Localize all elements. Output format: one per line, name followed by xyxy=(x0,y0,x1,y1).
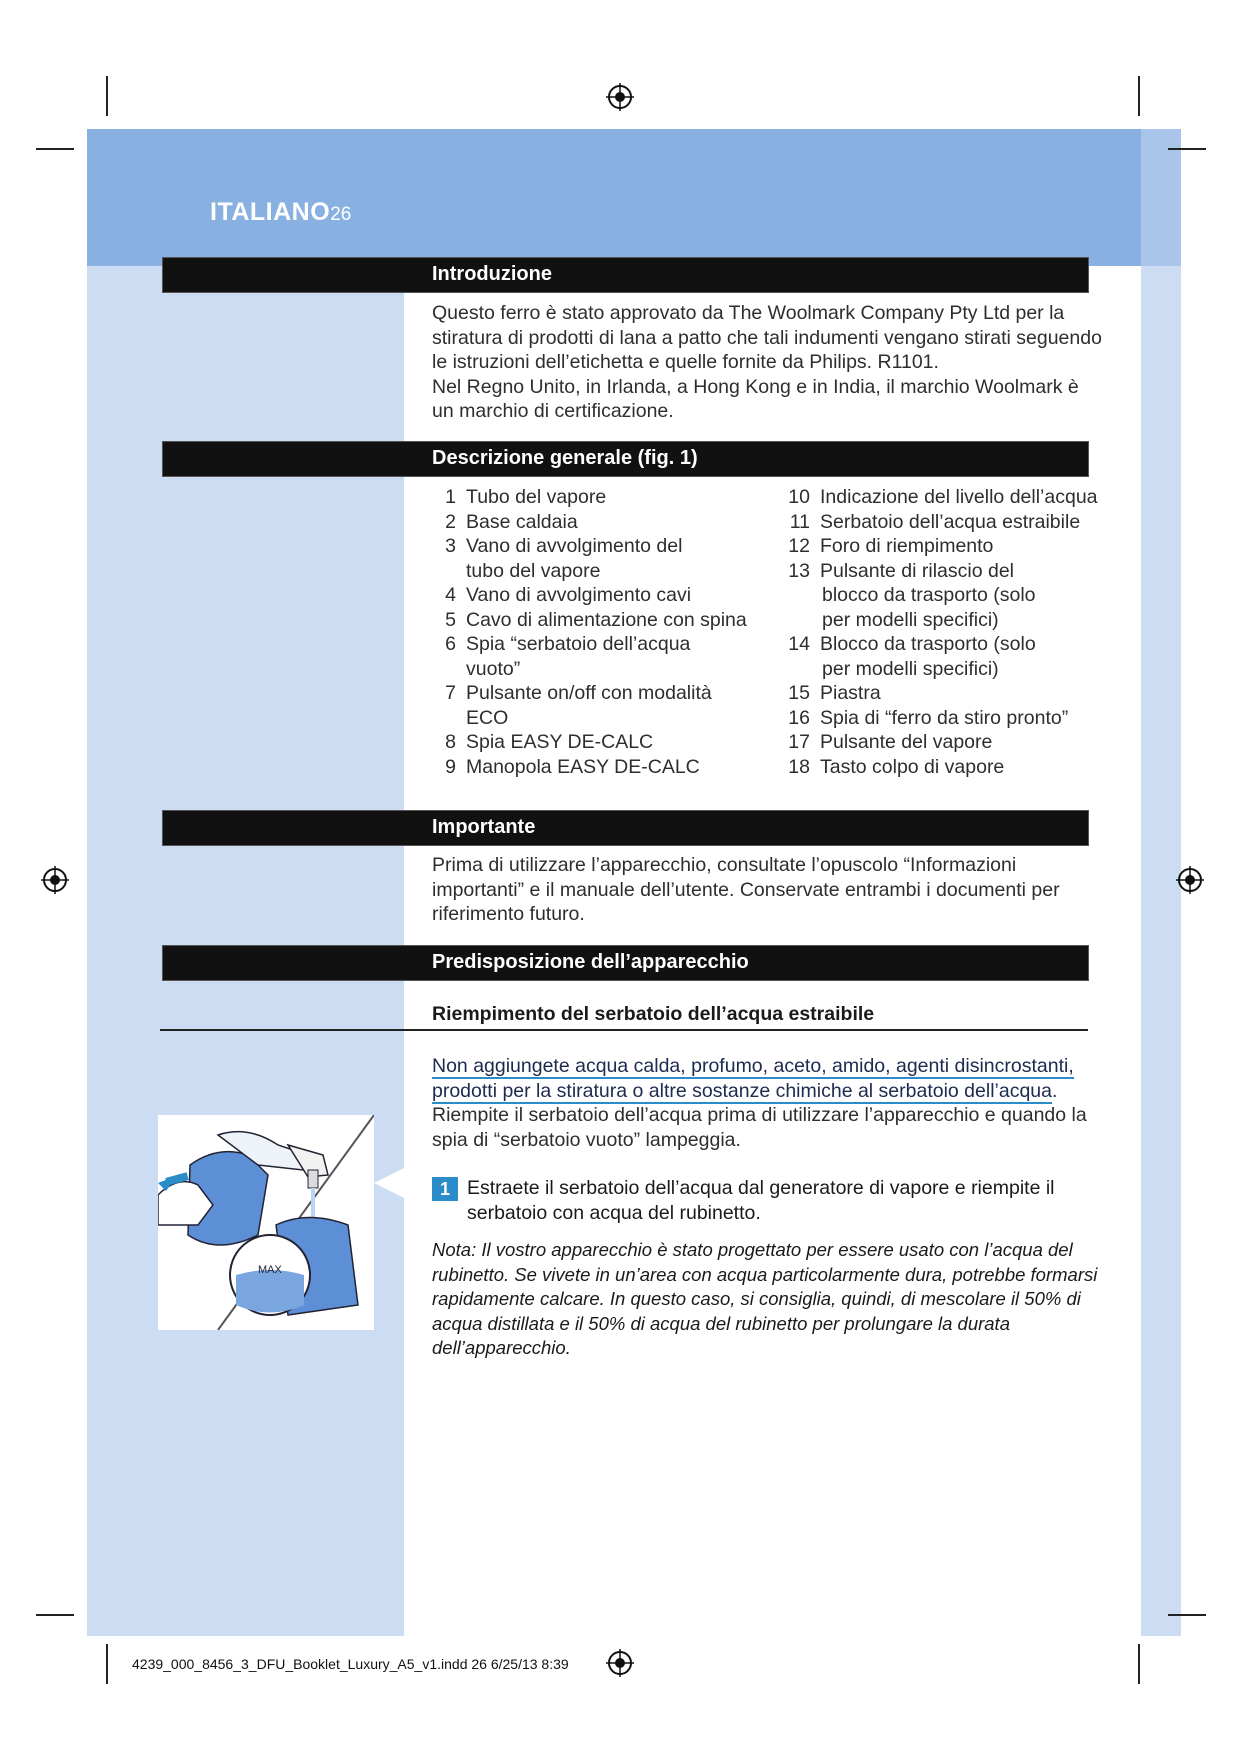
part-label: Manopola EASY DE-CALC xyxy=(466,755,700,778)
part-number: 11 xyxy=(789,510,810,533)
part-number: 10 xyxy=(788,486,810,508)
part-list-item xyxy=(432,485,762,510)
part-label: Pulsante del vapore xyxy=(820,731,993,753)
part-list-item xyxy=(778,559,1108,584)
crop-mark xyxy=(1138,1644,1140,1684)
part-number: 16 xyxy=(788,706,810,729)
part-number: 3 xyxy=(445,535,456,557)
important-heading-bar xyxy=(162,810,1089,846)
setup-subheading: Riempimento del serbatoio dell’acqua estraibile xyxy=(432,1003,875,1025)
part-list-item xyxy=(432,681,762,706)
note-text: Nota: Il vostro apparecchio è stato progettato per essere usato con l’acqua del rubinetto. Se vivete in un’area con acqua particolarmente dura, potrebbe formarsi rapidamente calcare. In questo caso, si consiglia, quindi, di mescolare il 50% di acqua distillata e il 50% di acqua del rubinetto per prolungare la durata dell’apparecchio. xyxy=(432,1239,1098,1358)
part-label: Piastra xyxy=(820,682,881,704)
part-number: 5 xyxy=(445,608,456,631)
overview-heading-bar xyxy=(162,441,1089,477)
part-number: 2 xyxy=(445,510,456,533)
registration-mark-icon xyxy=(1175,865,1205,895)
part-list-item xyxy=(778,657,1108,682)
warning-line-1: Non aggiungete acqua calda, profumo, aceto, amido, agenti disincrostanti, xyxy=(432,1055,1074,1077)
part-list-item xyxy=(778,632,1108,657)
part-list-item xyxy=(778,681,1108,706)
part-label: Tubo del vapore xyxy=(466,486,607,508)
part-number: 14 xyxy=(788,633,810,655)
part-number: 8 xyxy=(445,731,456,753)
registration-mark-icon xyxy=(605,82,635,112)
tank-filling-illustration xyxy=(158,1115,374,1330)
part-list-item xyxy=(778,510,1108,535)
part-list-item xyxy=(432,706,762,731)
print-slug: 4239_000_8456_3_DFU_Booklet_Luxury_A5_v1.indd 26 6/25/13 8:39 xyxy=(132,1656,569,1672)
overview-heading: Descrizione generale (fig. 1) xyxy=(432,447,698,469)
part-label: Serbatoio dell’acqua estraibile xyxy=(820,510,1081,533)
part-number: 15 xyxy=(788,682,810,704)
part-label: Cavo di alimentazione con spina xyxy=(466,608,747,631)
setup-heading-bar xyxy=(162,945,1089,981)
part-label: Spia EASY DE-CALC xyxy=(466,731,654,753)
intro-heading-bar xyxy=(162,257,1089,293)
warning-text xyxy=(432,1054,1102,1103)
part-number: 1 xyxy=(445,486,456,508)
part-label: Vano di avvolgimento cavi xyxy=(466,584,692,606)
part-label: Vano di avvolgimento del xyxy=(466,535,683,557)
intro-text xyxy=(432,301,1102,424)
part-label: Spia “serbatoio dell’acqua xyxy=(466,633,691,655)
part-label: Spia di “ferro da stiro pronto” xyxy=(820,706,1069,729)
part-list-item xyxy=(432,632,762,657)
part-list-item xyxy=(432,755,762,780)
registration-mark-icon xyxy=(605,1648,635,1678)
intro-paragraph: Questo ferro è stato approvato da The Woolmark Company Pty Ltd per la stiratura di prodotti di lana a patto che tali indumenti vengano stirati seguendo le istruzioni dell’etichetta e quelle fornite da Philips. R1101. xyxy=(432,302,1102,373)
part-list-item xyxy=(432,534,762,559)
crop-mark xyxy=(1138,76,1140,116)
right-margin-strip xyxy=(1141,266,1181,1636)
crop-mark xyxy=(1168,148,1206,150)
part-list-item xyxy=(778,755,1108,780)
part-list-item xyxy=(432,510,762,535)
part-number: 12 xyxy=(788,535,810,557)
part-list-item xyxy=(778,608,1108,633)
part-number: 4 xyxy=(445,584,456,606)
intro-paragraph-2: Nel Regno Unito, in Irlanda, a Hong Kong e in India, il marchio Woolmark è un marchio di certificazione. xyxy=(432,375,1079,422)
crop-mark xyxy=(36,1614,74,1616)
part-list-item xyxy=(432,583,762,608)
part-label: Pulsante on/off con modalità xyxy=(466,682,712,704)
part-label: per modelli specifici) xyxy=(822,608,999,631)
part-label: Blocco da trasporto (solo xyxy=(820,633,1036,655)
part-label: Indicazione del livello dell’acqua xyxy=(820,486,1098,508)
part-list-item xyxy=(432,608,762,633)
crop-mark xyxy=(1168,1614,1206,1616)
crop-mark xyxy=(106,1644,108,1684)
max-label: MAX xyxy=(258,1264,282,1276)
step-text: Estraete il serbatoio dell’acqua dal generatore di vapore e riempite il serbatoio con acqua del rubinetto. xyxy=(467,1177,1055,1224)
part-label: Foro di riempimento xyxy=(820,535,994,557)
part-label: per modelli specifici) xyxy=(822,657,999,680)
part-number: 18 xyxy=(788,755,810,778)
warning-period: . xyxy=(1052,1079,1058,1102)
part-number: 7 xyxy=(445,682,456,704)
intro-heading: Introduzione xyxy=(432,263,552,285)
important-heading: Importante xyxy=(432,816,536,838)
section-title xyxy=(210,198,351,227)
page-number: 26 xyxy=(330,204,352,225)
part-number: 13 xyxy=(788,559,810,582)
crop-mark xyxy=(106,76,108,116)
warning-line-2: prodotti per la stiratura o altre sostanze chimiche al serbatoio dell’acqua xyxy=(432,1079,1053,1102)
part-list-item xyxy=(778,485,1108,510)
part-list-item xyxy=(778,730,1108,755)
part-label: Base caldaia xyxy=(466,510,578,533)
part-list-item xyxy=(778,534,1108,559)
setup-text: Riempite il serbatoio dell’acqua prima di utilizzare l’apparecchio e quando la spia di “serbatoio vuoto” lampeggia. xyxy=(432,1104,1087,1151)
part-list-item xyxy=(778,583,1108,608)
parts-list-left xyxy=(432,485,762,779)
part-list-item xyxy=(432,657,762,682)
part-number: 17 xyxy=(788,731,810,753)
part-label: vuoto” xyxy=(466,657,521,680)
section-name: ITALIANO xyxy=(210,198,331,226)
part-label: ECO xyxy=(466,706,509,729)
parts-list-right xyxy=(778,485,1108,779)
subheading-rule xyxy=(160,1029,1088,1031)
part-list-item xyxy=(432,559,762,584)
crop-mark xyxy=(36,148,74,150)
part-label: Tasto colpo di vapore xyxy=(820,755,1005,778)
callout-pointer xyxy=(374,1168,404,1198)
part-label: blocco da trasporto (solo xyxy=(822,584,1036,606)
part-number: 6 xyxy=(445,633,456,655)
setup-heading: Predisposizione dell’apparecchio xyxy=(432,951,749,973)
step-number-badge: 1 xyxy=(432,1177,458,1201)
registration-mark-icon xyxy=(40,865,70,895)
part-list-item xyxy=(778,706,1108,731)
important-text: Prima di utilizzare l’apparecchio, consultate l’opuscolo “Informazioni importanti” e il manuale dell’utente. Conservate entrambi i documenti per riferimento futuro. xyxy=(432,854,1060,925)
part-list-item xyxy=(432,730,762,755)
part-number: 9 xyxy=(445,755,456,778)
part-label: tubo del vapore xyxy=(466,559,601,582)
part-label: Pulsante di rilascio del xyxy=(820,559,1015,582)
